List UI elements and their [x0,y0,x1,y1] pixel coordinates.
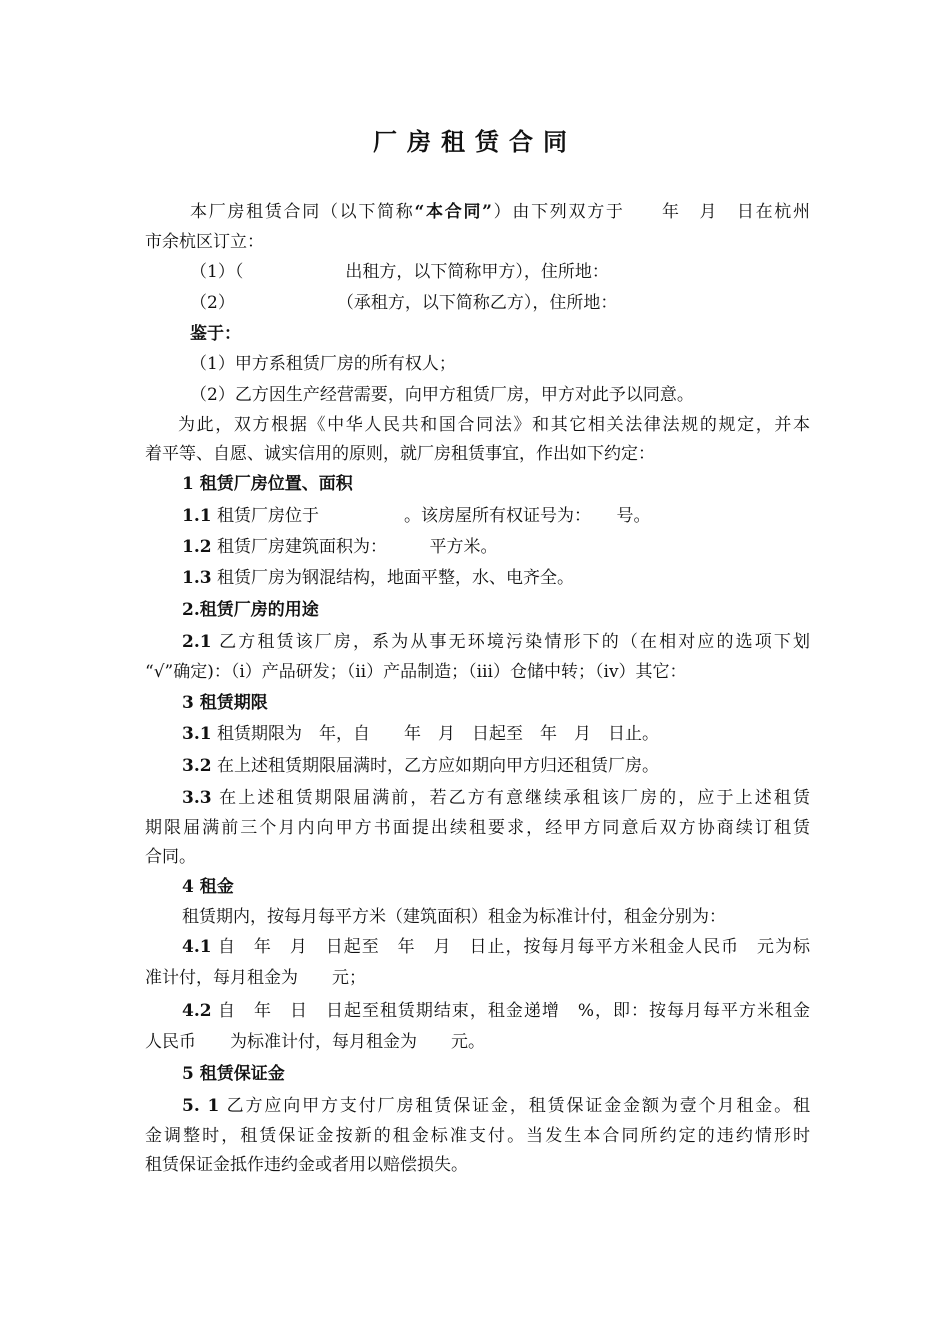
clause-number: 3.2 [182,756,212,776]
clause-number: 1.3 [182,568,212,588]
clause-1-2 [182,537,847,557]
whereas-item-2: （2）乙方因生产经营需要，向甲方租赁厂房，甲方对此予以同意。 [190,385,694,405]
clause-text: 在上述租赁期限届满时，乙方应如期向甲方归还租赁厂房。 [211,756,659,776]
clause-text: 租赁厂房为钢混结构，地面平整，水、电齐全。 [211,568,574,588]
intro-bold-term: “本合同” [414,202,492,222]
intro-text-a: 本厂房租赁合同（以下简称 [190,202,415,222]
clause-4-1-line-2: 准计付，每月租金为 元； [145,968,366,988]
clause-2-1-line-2: “√”确定)：（ⅰ）产品研发；（ⅱ）产品制造；（ⅲ）仓储中转；（ⅳ）其它： [145,662,687,682]
clause-number: 3.3 [182,788,212,808]
document-title: 厂房租赁合同 [373,128,577,156]
section-4-intro: 租赁期内，按每月每平方米（建筑面积）租金为标准计付，租金分别为： [182,907,726,927]
clause-text: 在上述租赁期限届满前，若乙方有意继续承租该厂房的，应于上述租赁 [211,788,810,808]
clause-3-3 [182,788,810,808]
preamble-line-1: 为此，双方根据《中华人民共和国合同法》和其它相关法律法规的规定，并本 [178,415,810,435]
section-4-heading: 4 租金 [182,877,234,897]
party-2: （2） （承租方，以下简称乙方），住所地： [190,293,618,313]
whereas-item-1: （1）甲方系租赁厂房的所有权人； [190,354,456,374]
clause-5-1 [182,1096,810,1116]
clause-number: 4.2 [182,1001,212,1021]
clause-5-1-line-2: 金调整时，租赁保证金按新的租金标准支付。当发生本合同所约定的违约情形时 [145,1126,810,1146]
clause-number: 1.1 [182,506,212,526]
clause-5-1-line-3: 租赁保证金抵作违约金或者用以赔偿损失。 [145,1155,468,1175]
intro-text-b: ）由下列双方于 年 月 日在杭州 [491,202,811,222]
clause-1-3 [182,568,847,588]
section-5-heading: 5 租赁保证金 [182,1064,285,1084]
clause-1-1 [182,506,847,526]
clause-number: 4.1 [182,937,212,957]
party-1: （1）（ 出租方，以下简称甲方），住所地： [190,262,609,282]
clause-text: 自 年 日 日起至租赁期结束，租金递增 %，即：按每月每平方米租金 [211,1001,810,1021]
clause-4-2-line-2: 人民币 为标准计付，每月租金为 元。 [145,1032,485,1052]
clause-text: 租赁期限为 年，自 年 月 日起至 年 月 日止。 [211,724,659,744]
clause-text: 租赁厂房建筑面积为： 平方米。 [211,537,498,557]
clause-text: 乙方应向甲方支付厂房租赁保证金，租赁保证金金额为壹个月租金。租 [219,1096,810,1116]
clause-2-1 [182,632,810,652]
preamble-line-2: 着平等、自愿、诚实信用的原则，就厂房租赁事宜，作出如下约定： [145,444,655,464]
intro-line-2: 市余杭区订立： [145,232,264,252]
section-2-heading: 2.租赁厂房的用途 [182,600,319,620]
section-3-heading: 3 租赁期限 [182,693,268,713]
clause-number: 5. 1 [182,1096,220,1116]
clause-3-3-line-2: 期限届满前三个月内向甲方书面提出续租要求，经甲方同意后双方协商续订租赁 [145,818,810,838]
clause-4-2 [182,1001,810,1021]
intro-line-1 [190,202,810,222]
clause-4-1 [182,937,810,957]
clause-number: 3.1 [182,724,212,744]
clause-text: 乙方租赁该厂房，系为从事无环境污染情形下的（在相对应的选项下划 [211,632,810,652]
section-1-heading: 1 租赁厂房位置、面积 [182,474,353,494]
whereas-heading: 鉴于： [190,324,241,344]
clause-text: 自 年 月 日起至 年 月 日止，按每月每平方米租金人民币 元为标 [211,937,810,957]
clause-3-2 [182,756,847,776]
clause-3-3-line-3: 合同。 [145,847,196,867]
clause-3-1 [182,724,847,744]
clause-number: 2.1 [182,632,212,652]
clause-text: 租赁厂房位于 。该房屋所有权证号为： 号。 [211,506,651,526]
clause-number: 1.2 [182,537,212,557]
